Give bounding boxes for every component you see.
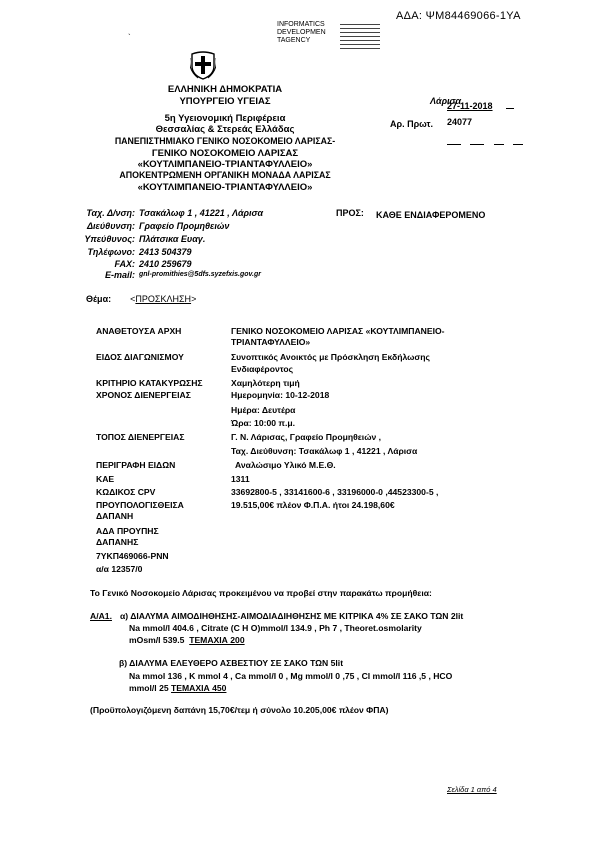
greek-emblem-icon — [190, 50, 216, 80]
place-label: Λάρισα — [430, 96, 462, 106]
resp-label: Υπεύθυνος: — [84, 234, 135, 244]
item-b-line-3: mmol/l 25 ΤΕΜΑΧΙΑ 450 — [129, 683, 227, 693]
header-hospital-2: ΓΕΝΙΚΟ ΝΟΣΟΚΟΜΕΙΟ ΛΑΡΙΣΑΣ — [151, 148, 299, 159]
table-time-value-1: Ημερομηνία: 10-12-2018 — [231, 390, 330, 400]
date-value: 27-11-2018 — [447, 101, 514, 111]
table-desc-label: ΠΕΡΙΓΡΑΦΗ ΕΙΔΩΝ — [96, 460, 176, 470]
table-budget-value: 19.515,00€ πλέον Φ.Π.Α. ήτοι 24.198,60€ — [231, 500, 395, 510]
header-hospital-3: «ΚΟΥΤΛΙΜΠΑΝΕΙΟ-ΤΡΙΑΝΤΑΦΥΛΛΕΙΟ» — [137, 159, 313, 170]
table-criterion-value: Χαμηλότερη τιμή — [231, 378, 300, 388]
table-place-value-1: Γ. Ν. Λάρισας, Γραφείο Προμηθειών , — [231, 432, 382, 442]
subject-line: Θέμα: <ΠΡΟΣΚΛΗΣΗ> — [86, 294, 197, 304]
table-ada-label-1: ΑΔΑ ΠΡΟΥΠΗΣ — [96, 526, 159, 536]
table-time-value-3: Ώρα: 10:00 π.μ. — [231, 418, 296, 428]
tel-label: Τηλέφωνο: — [87, 247, 135, 257]
protocol-label: Αρ. Πρωτ. — [390, 119, 434, 129]
to-value: ΚΑΘΕ ΕΝΔΙΑΦΕΡΟΜΕΝΟ — [376, 210, 486, 220]
header-ministry: ΥΠΟΥΡΓΕΙΟ ΥΓΕΙΑΣ — [179, 96, 271, 107]
item-b-line-2: Na mmol 136 , K mmol 4 , Ca mmol/l 0 , Mg mmol/l 0 ,75 , Cl mmol/l 116 ,5 , HCO — [129, 671, 453, 681]
ada-code: ΑΔΑ: ΨΜ84469066-1ΥΑ — [396, 10, 521, 22]
header-region-2: Θεσσαλίας & Στερεάς Ελλάδας — [155, 124, 295, 135]
header-region-1: 5η Υγειονομική Περιφέρεια — [164, 113, 286, 124]
table-criterion-label: ΚΡΙΤΗΡΙΟ ΚΑΤΑΚΥΡΩΣΗΣ — [96, 378, 203, 388]
table-authority-value-2: ΤΡΙΑΝΤΑΦΥΛΛΕΙΟ» — [231, 337, 311, 347]
to-label: ΠΡΟΣ: — [336, 208, 364, 218]
item-number: Α/Α1. — [90, 611, 112, 621]
table-authority-label: ΑΝΑΘΕΤΟΥΣΑ ΑΡΧΗ — [96, 326, 182, 336]
table-cpv-value: 33692800-5 , 33141600-6 , 33196000-0 ,44523300-5 , — [231, 487, 439, 497]
header-hospital-1: ΠΑΝΕΠΙΣΤΗΜΙΑΚΟ ΓΕΝΙΚΟ ΝΟΣΟΚΟΜΕΙΟ ΛΑΡΙΣΑΣ- — [114, 136, 336, 146]
item-b-line-1: β) ΔΙΑΛΥΜΑ ΕΛΕΥΘΕΡΟ ΑΣΒΕΣΤΙΟΥ ΣΕ ΣΑΚΟ ΤΩΝ 5lit — [119, 658, 344, 668]
table-desc-value: Αναλώσιμο Υλικό Μ.Ε.Θ. — [235, 460, 336, 470]
item-a-line-1: α) ΔΙΑΛΥΜΑ ΑΙΜΟΔΙΗΘΗΣΗΣ-ΑΙΜΟΔΙΑΔΙΗΘΗΣΗΣ ΜΕ ΚΙΤΡΙΚΑ 4% ΣΕ ΣΑΚΟ ΤΩΝ 2lit — [120, 611, 464, 621]
intro-text: Το Γενικό Νοσοκομείο Λάρισας προκειμένου να προβεί στην παρακάτω προμήθεια: — [90, 588, 432, 598]
table-type-label: ΕΙΔΟΣ ΔΙΑΓΩΝΙΣΜΟΥ — [96, 352, 184, 362]
ida-line-3: TAGENCY — [277, 37, 311, 44]
protocol-number: 24077 — [447, 117, 473, 127]
budget-note: (Προϋπολογιζόμενη δαπάνη 15,70€/τεμ ή σύνολο 10.205,00€ πλέον ΦΠΑ) — [90, 705, 389, 715]
item-a-line-3: mOsm/l 539.5 ΤΕΜΑΧΙΑ 200 — [129, 635, 245, 645]
header-unit-1: ΑΠΟΚΕΝΤΡΩΜΕΝΗ ΟΡΓΑΝΙΚΗ ΜΟΝΑΔΑ ΛΑΡΙΣΑΣ — [119, 170, 331, 180]
ida-line-1: INFORMATICS — [277, 21, 325, 28]
header-unit-2: «ΚΟΥΤΛΙΜΠΑΝΕΙΟ-ΤΡΙΑΝΤΑΦΥΛΛΕΙΟ» — [137, 182, 313, 193]
email-value: gnl-promithies@5dfs.syzefxis.gov.gr — [139, 271, 261, 278]
table-ada-label-2: ΔΑΠΑΝΗΣ — [96, 537, 139, 547]
header-republic: ΕΛΛΗΝΙΚΗ ΔΗΜΟΚΡΑΤΙΑ — [167, 84, 283, 95]
protocol-underline — [447, 132, 527, 150]
mark: ` — [128, 33, 131, 42]
item-a-line-2: Na mmol/l 404.6 , Citrate (C H O)mmol/l 134.9 , Ph 7 , Theoret.osmolarity — [129, 623, 422, 633]
tel-value: 2413 504379 — [139, 247, 192, 257]
table-budget-label-1: ΠΡΟΥΠΟΛΟΓΙΣΘΕΙΣΑ — [96, 500, 184, 510]
table-time-value-2: Ημέρα: Δευτέρα — [231, 405, 296, 415]
table-type-value-2: Ενδιαφέροντος — [231, 364, 294, 374]
table-kae-label: ΚΑΕ — [96, 474, 115, 484]
resp-value: Πλάτσικα Ευαγ. — [139, 234, 206, 244]
table-budget-label-2: ΔΑΠΑΝΗ — [96, 511, 134, 521]
dept-value: Γραφείο Προμηθειών — [139, 221, 230, 231]
table-cpv-label: ΚΩΔΙΚΟΣ CPV — [96, 487, 156, 497]
table-ada-label-3: 7ΥΚΠ469066-ΡΝΝ — [96, 551, 169, 561]
address-value: Τσακάλωφ 1 , 41221 , Λάρισα — [139, 208, 264, 218]
dept-label: Διεύθυνση: — [87, 221, 135, 231]
table-place-value-2: Ταχ. Διεύθυνση: Τσακάλωφ 1 , 41221 , Λάρισα — [231, 446, 418, 456]
fax-value: 2410 259679 — [139, 259, 192, 269]
address-label: Ταχ. Δ/νση: — [86, 208, 135, 218]
email-label: E-mail: — [104, 270, 135, 280]
table-time-label: ΧΡΟΝΟΣ ΔΙΕΝΕΡΓΕΙΑΣ — [96, 390, 191, 400]
ida-line-2: DEVELOPMEN — [277, 29, 326, 36]
table-type-value-1: Συνοπτικός Ανοικτός με Πρόσκληση Εκδήλωσης — [231, 352, 431, 362]
ida-fine-print — [340, 21, 380, 52]
table-place-label: ΤΟΠΟΣ ΔΙΕΝΕΡΓΕΙΑΣ — [96, 432, 185, 442]
table-kae-value: 1311 — [231, 474, 250, 484]
fax-label: FAX: — [114, 259, 135, 269]
page-number: Σελίδα 1 από 4 — [447, 785, 497, 794]
table-authority-value-1: ΓΕΝΙΚΟ ΝΟΣΟΚΟΜΕΙΟ ΛΑΡΙΣΑΣ «ΚΟΥΤΛΙΜΠΑΝΕΙΟ- — [231, 326, 445, 336]
table-ada-label-4: α/α 12357/0 — [96, 564, 143, 574]
